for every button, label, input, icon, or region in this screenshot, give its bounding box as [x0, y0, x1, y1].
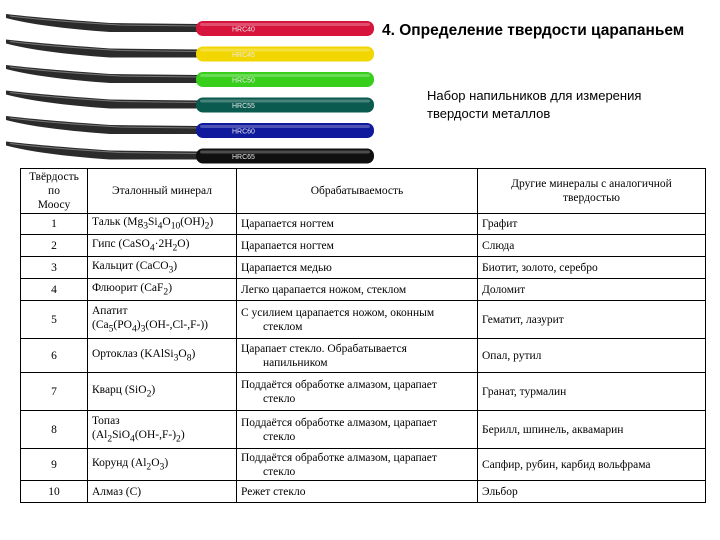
cell-workability: Легко царапается ножом, стеклом: [237, 279, 478, 301]
file-tool: [6, 65, 374, 87]
cell-workability: Царапается ногтем: [237, 214, 478, 235]
header-hardness-line-1: Твёрдость: [29, 171, 79, 183]
cell-other-minerals: Графит: [478, 214, 706, 235]
file-blade: [6, 65, 200, 83]
header-mineral: Эталонный минерал: [88, 169, 237, 214]
cell-mineral: Алмаз (C): [88, 481, 237, 503]
caption-line-1: Набор напильников для измерения: [427, 88, 642, 103]
cell-other-minerals: Доломит: [478, 279, 706, 301]
table-row: [21, 339, 706, 373]
file-tool: [6, 14, 374, 36]
cell-other-minerals: Сапфир, рубин, карбид вольфрама: [478, 449, 706, 481]
cell-mineral: Кварц (SiO$_2$): [88, 373, 237, 411]
file-set-illustration: [0, 0, 390, 170]
cell-hardness: 3: [21, 257, 88, 279]
cell-other-minerals: Гематит, лазурит: [478, 301, 706, 339]
cell-workability: Царапает стекло. Обрабатывается напильником: [237, 339, 478, 373]
cell-hardness: 10: [21, 481, 88, 503]
table-row: [21, 449, 706, 481]
file-hardness-label: HRC60: [232, 128, 255, 136]
file-blade: [6, 116, 200, 134]
table-row: [21, 257, 706, 279]
file-tool: [6, 116, 374, 138]
cell-hardness: 2: [21, 235, 88, 257]
cell-workability: Поддаётся обработке алмазом, царапает стекло: [237, 449, 478, 481]
file-handle-gloss: [200, 74, 370, 77]
cell-mineral: Корунд $(Al_2O_3)$: [88, 449, 237, 481]
cell-other-minerals: Биотит, золото, серебро: [478, 257, 706, 279]
page-title: 4. Определение твердости царапаньем: [382, 22, 685, 39]
cell-workability: Царапается ногтем: [237, 235, 478, 257]
cell-mineral: Ортоклаз $(KAlSi_3O_8)$: [88, 339, 237, 373]
cell-mineral: Гипс $(CaSO_4\cdot 2H_2O)$: [88, 235, 237, 257]
illustration-caption: [427, 87, 641, 123]
header-hardness-line-3: Моосу: [37, 199, 71, 211]
cell-mineral: Флюорит (CaF$_2$): [88, 279, 237, 301]
table-header-row: [21, 169, 706, 214]
table-row: [21, 279, 706, 301]
cell-other-minerals: Слюда: [478, 235, 706, 257]
cell-workability: Поддаётся обработке алмазом, царапает стекло: [237, 373, 478, 411]
file-hardness-label: HRC55: [232, 103, 255, 110]
file-handle-gloss: [200, 100, 370, 103]
header-workability: Обрабатываемость: [237, 169, 478, 214]
cell-hardness: 7: [21, 373, 88, 411]
mohs-hardness-table: [20, 168, 706, 503]
header-other-line-1: Другие минералы с аналогичной: [511, 178, 672, 190]
cell-other-minerals: Берилл, шпинель, аквамарин: [478, 411, 706, 449]
header-other-minerals: [478, 169, 706, 214]
file-blade: [6, 40, 200, 58]
file-blade: [6, 14, 200, 32]
header-hardness: [21, 169, 88, 214]
file-hardness-label: HRC40: [232, 26, 255, 34]
cell-other-minerals: Опал, рутил: [478, 339, 706, 373]
file-hardness-label: HRC50: [232, 77, 255, 85]
file-blade: [6, 142, 200, 160]
file-tool: [6, 91, 374, 113]
cell-workability: Царапается медью: [237, 257, 478, 279]
table-row: [21, 481, 706, 503]
cell-mineral: Тальк $(Mg_3Si_4O_{10}(OH)_2)$: [88, 214, 237, 235]
table-row: [21, 301, 706, 339]
cell-mineral: Топаз $(Al_2SiO_4(OH-,F-)_2)$: [88, 411, 237, 449]
cell-workability: Поддаётся обработке алмазом, царапает стекло: [237, 411, 478, 449]
caption-line-2: твердости металлов: [427, 106, 551, 121]
cell-hardness: 8: [21, 411, 88, 449]
file-handle-gloss: [200, 125, 370, 128]
file-tool: [6, 40, 374, 62]
cell-mineral: Кальцит (CaCO$_3$): [88, 257, 237, 279]
header-hardness-line-2: по: [48, 185, 60, 197]
table-row: [21, 373, 706, 411]
cell-other-minerals: Гранат, турмалин: [478, 373, 706, 411]
table-row: [21, 214, 706, 235]
file-tool: [6, 142, 374, 164]
cell-other-minerals: Эльбор: [478, 481, 706, 503]
cell-workability: Режет стекло: [237, 481, 478, 503]
cell-hardness: 4: [21, 279, 88, 301]
file-handle-gloss: [200, 23, 370, 26]
header-other-line-2: твердостью: [563, 192, 620, 204]
cell-hardness: 5: [21, 301, 88, 339]
file-hardness-label: HRC65: [232, 154, 255, 161]
cell-workability: С усилием царапается ножом, оконным стеклом: [237, 301, 478, 339]
cell-mineral: Апатит $(Ca_5(PO_4)_3(OH-,Cl-,F-))$: [88, 301, 237, 339]
file-hardness-label: HRC45: [232, 52, 255, 59]
file-handle-gloss: [200, 151, 370, 154]
cell-hardness: 1: [21, 214, 88, 235]
table-row: [21, 411, 706, 449]
file-blade: [6, 91, 200, 109]
cell-hardness: 9: [21, 449, 88, 481]
file-handle-gloss: [200, 49, 370, 52]
cell-hardness: 6: [21, 339, 88, 373]
table-row: [21, 235, 706, 257]
